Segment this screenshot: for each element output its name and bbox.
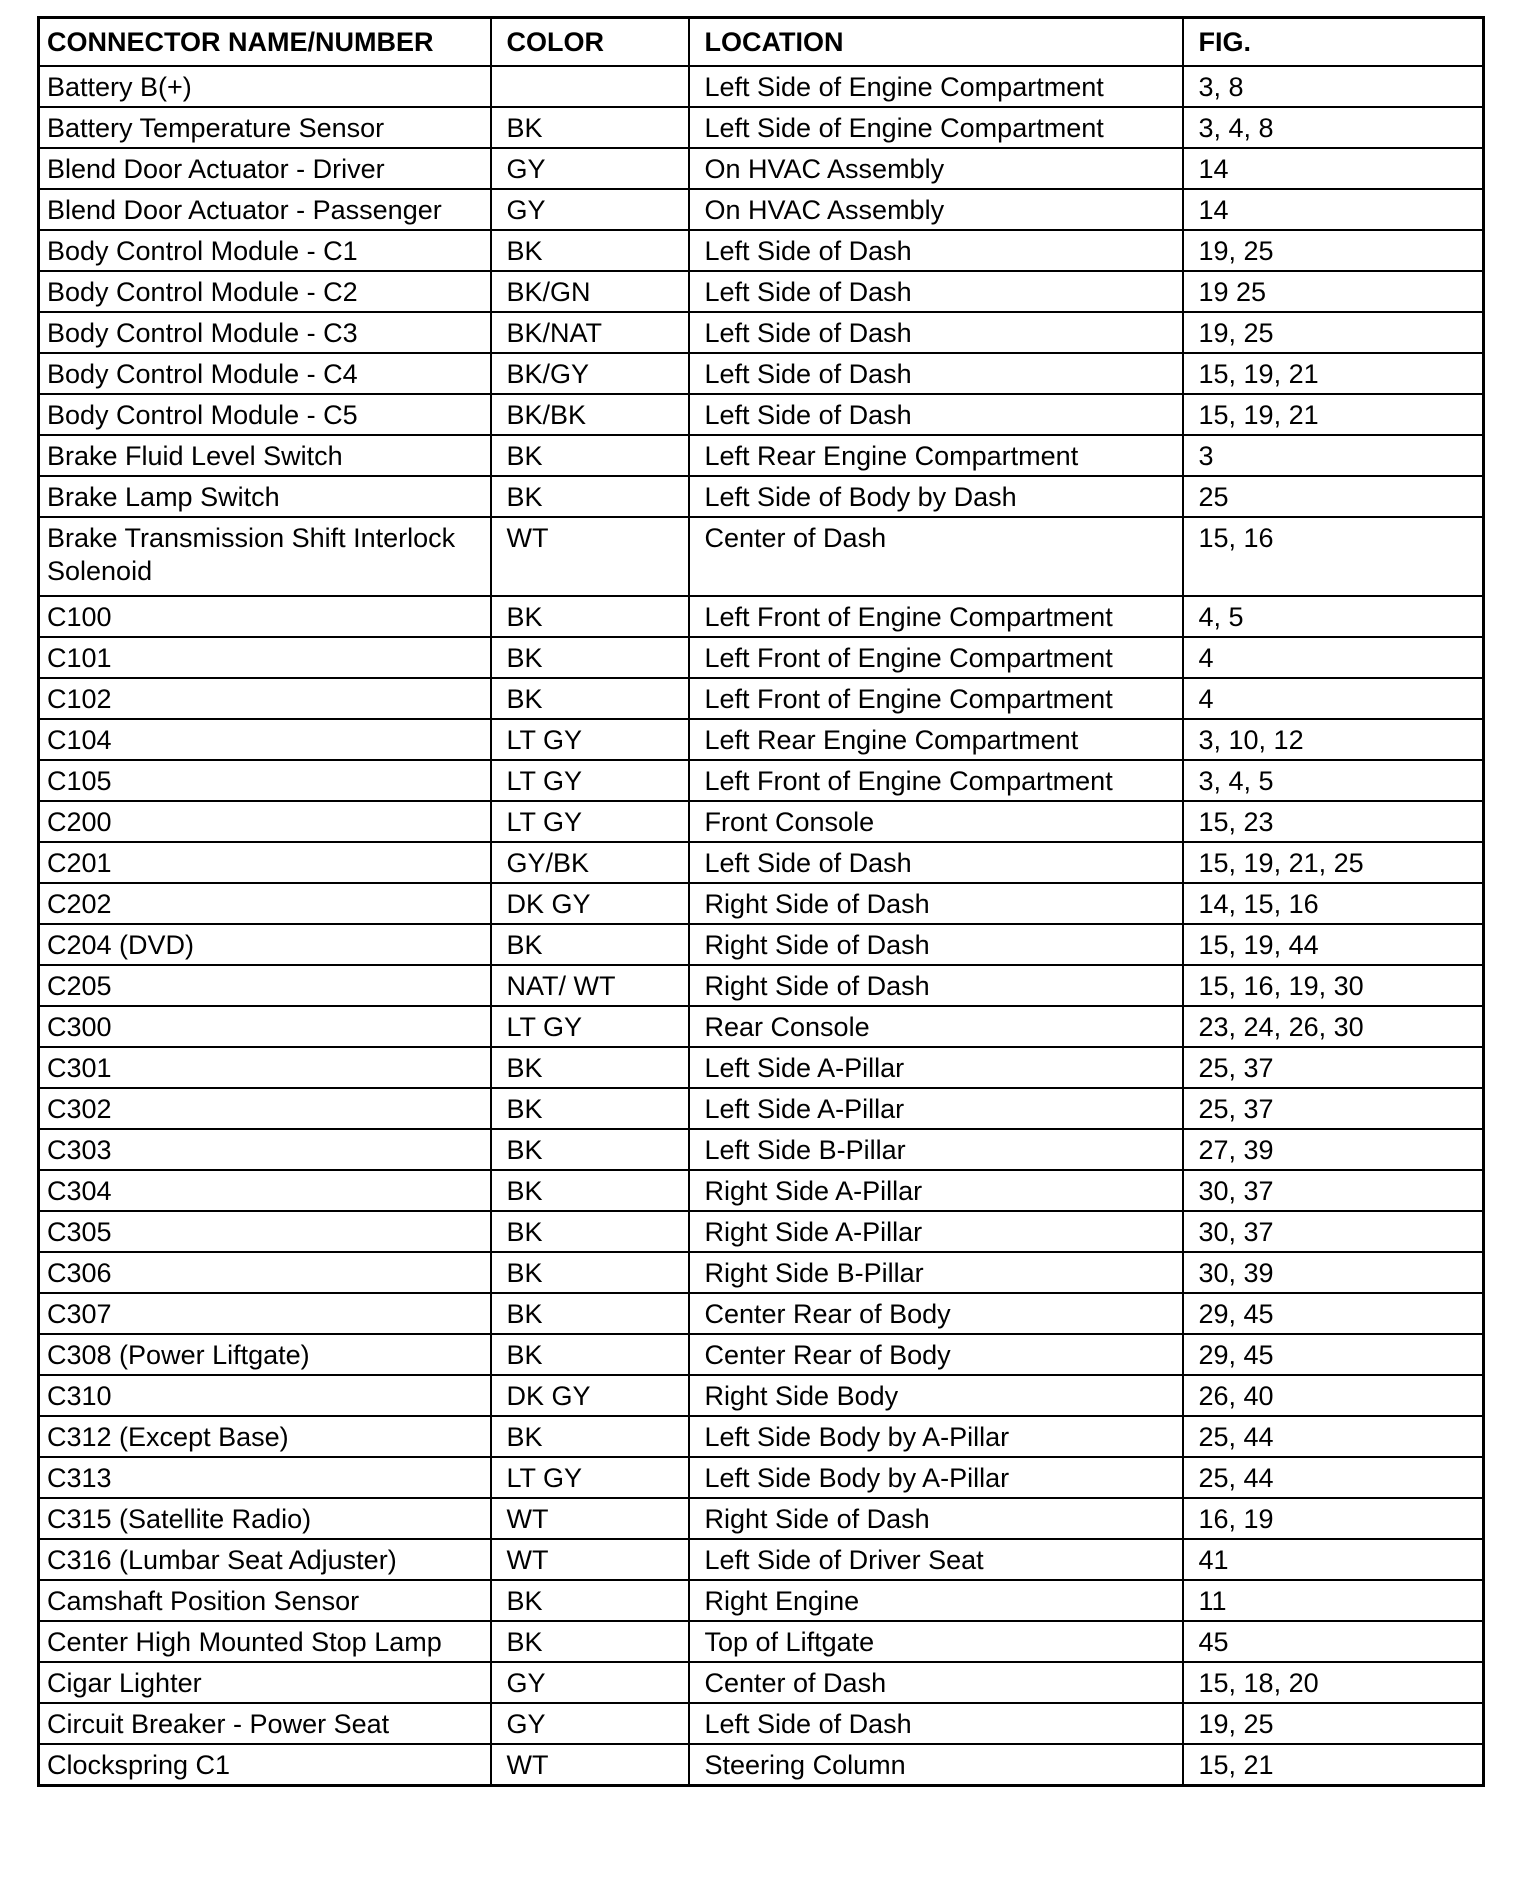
cell-fig: 25, 37: [1183, 1088, 1484, 1129]
cell-color: BK/BK: [491, 394, 689, 435]
cell-location: Right Side of Dash: [689, 965, 1183, 1006]
cell-color: WT: [491, 1498, 689, 1539]
cell-location: Left Side B-Pillar: [689, 1129, 1183, 1170]
cell-connector-name: C306: [39, 1252, 491, 1293]
cell-fig: 41: [1183, 1539, 1484, 1580]
table-row: [39, 1744, 1484, 1785]
table-row: [39, 1416, 1484, 1457]
table-row: [39, 1006, 1484, 1047]
cell-fig: 30, 37: [1183, 1211, 1484, 1252]
cell-connector-name: C105: [39, 760, 491, 801]
cell-fig: 14, 15, 16: [1183, 883, 1484, 924]
cell-location: Left Rear Engine Compartment: [689, 719, 1183, 760]
cell-connector-name: Body Control Module - C4: [39, 353, 491, 394]
cell-fig: 19, 25: [1183, 1703, 1484, 1744]
table-row: [39, 1662, 1484, 1703]
cell-location: Left Side of Dash: [689, 842, 1183, 883]
cell-connector-name: C316 (Lumbar Seat Adjuster): [39, 1539, 491, 1580]
table-header-row: [39, 18, 1484, 67]
cell-connector-name: Body Control Module - C1: [39, 230, 491, 271]
cell-connector-name: C313: [39, 1457, 491, 1498]
cell-connector-name: C201: [39, 842, 491, 883]
table-row: [39, 719, 1484, 760]
cell-connector-name: C204 (DVD): [39, 924, 491, 965]
cell-location: Left Front of Engine Compartment: [689, 760, 1183, 801]
table-row: [39, 1170, 1484, 1211]
cell-connector-name: C200: [39, 801, 491, 842]
cell-connector-name: Blend Door Actuator - Passenger: [39, 189, 491, 230]
cell-fig: 14: [1183, 148, 1484, 189]
cell-fig: 25, 37: [1183, 1047, 1484, 1088]
connector-table: [37, 16, 1485, 1787]
cell-connector-name: C304: [39, 1170, 491, 1211]
table-row: [39, 1211, 1484, 1252]
cell-color: BK: [491, 435, 689, 476]
cell-color: LT GY: [491, 1006, 689, 1047]
cell-fig: 4, 5: [1183, 596, 1484, 637]
table-row: [39, 476, 1484, 517]
cell-fig: 25: [1183, 476, 1484, 517]
cell-connector-name: Camshaft Position Sensor: [39, 1580, 491, 1621]
table-row: [39, 1252, 1484, 1293]
table-row: [39, 107, 1484, 148]
cell-fig: 14: [1183, 189, 1484, 230]
table-row: [39, 678, 1484, 719]
cell-fig: 3, 4, 5: [1183, 760, 1484, 801]
cell-fig: 15, 21: [1183, 1744, 1484, 1785]
cell-color: LT GY: [491, 760, 689, 801]
cell-connector-name: Body Control Module - C3: [39, 312, 491, 353]
cell-location: Right Engine: [689, 1580, 1183, 1621]
cell-fig: 30, 37: [1183, 1170, 1484, 1211]
table-row: [39, 353, 1484, 394]
cell-fig: 29, 45: [1183, 1334, 1484, 1375]
cell-location: Right Side of Dash: [689, 1498, 1183, 1539]
cell-fig: 29, 45: [1183, 1293, 1484, 1334]
cell-connector-name: Blend Door Actuator - Driver: [39, 148, 491, 189]
cell-color: DK GY: [491, 883, 689, 924]
cell-location: Left Side of Body by Dash: [689, 476, 1183, 517]
cell-location: Front Console: [689, 801, 1183, 842]
table-row: [39, 394, 1484, 435]
cell-fig: 15, 19, 21: [1183, 353, 1484, 394]
cell-color: LT GY: [491, 801, 689, 842]
cell-location: Left Side of Driver Seat: [689, 1539, 1183, 1580]
cell-fig: 15, 23: [1183, 801, 1484, 842]
table-row: [39, 1539, 1484, 1580]
cell-color: BK/GY: [491, 353, 689, 394]
cell-fig: 11: [1183, 1580, 1484, 1621]
cell-location: Left Side A-Pillar: [689, 1088, 1183, 1129]
cell-fig: 19 25: [1183, 271, 1484, 312]
cell-connector-name: C303: [39, 1129, 491, 1170]
table-body: [39, 66, 1484, 1785]
cell-color: BK/GN: [491, 271, 689, 312]
cell-connector-name: C205: [39, 965, 491, 1006]
cell-location: Top of Liftgate: [689, 1621, 1183, 1662]
cell-connector-name: C100: [39, 596, 491, 637]
cell-color: GY: [491, 148, 689, 189]
cell-fig: 15, 16: [1183, 517, 1484, 596]
cell-color: GY: [491, 189, 689, 230]
cell-fig: 19, 25: [1183, 312, 1484, 353]
table-row: [39, 1375, 1484, 1416]
cell-location: Center of Dash: [689, 517, 1183, 596]
cell-fig: 27, 39: [1183, 1129, 1484, 1170]
cell-location: Center Rear of Body: [689, 1293, 1183, 1334]
cell-color: NAT/ WT: [491, 965, 689, 1006]
header-color: COLOR: [491, 18, 689, 67]
cell-location: Left Side of Dash: [689, 353, 1183, 394]
table-row: [39, 271, 1484, 312]
cell-fig: 4: [1183, 678, 1484, 719]
cell-color: GY/BK: [491, 842, 689, 883]
cell-color: LT GY: [491, 719, 689, 760]
cell-color: GY: [491, 1662, 689, 1703]
cell-fig: 45: [1183, 1621, 1484, 1662]
cell-location: Left Front of Engine Compartment: [689, 596, 1183, 637]
cell-location: Left Side Body by A-Pillar: [689, 1416, 1183, 1457]
table-row: [39, 66, 1484, 107]
table-row: [39, 1129, 1484, 1170]
cell-color: BK: [491, 1621, 689, 1662]
table-row: [39, 596, 1484, 637]
cell-color: BK: [491, 1252, 689, 1293]
cell-color: BK: [491, 476, 689, 517]
cell-fig: 3: [1183, 435, 1484, 476]
cell-location: Left Rear Engine Compartment: [689, 435, 1183, 476]
cell-fig: 15, 16, 19, 30: [1183, 965, 1484, 1006]
cell-color: WT: [491, 1539, 689, 1580]
cell-location: Left Side of Dash: [689, 230, 1183, 271]
cell-color: BK: [491, 596, 689, 637]
cell-color: BK: [491, 230, 689, 271]
table-row: [39, 924, 1484, 965]
table-row: [39, 1703, 1484, 1744]
cell-location: Right Side A-Pillar: [689, 1170, 1183, 1211]
cell-color: BK: [491, 107, 689, 148]
cell-color: BK: [491, 1088, 689, 1129]
table-row: [39, 148, 1484, 189]
cell-color: LT GY: [491, 1457, 689, 1498]
cell-connector-name: Center High Mounted Stop Lamp: [39, 1621, 491, 1662]
cell-location: Rear Console: [689, 1006, 1183, 1047]
cell-color: GY: [491, 1703, 689, 1744]
cell-fig: 25, 44: [1183, 1416, 1484, 1457]
cell-color: BK: [491, 1580, 689, 1621]
table-row: [39, 312, 1484, 353]
cell-location: Left Side of Engine Compartment: [689, 66, 1183, 107]
cell-location: Right Side A-Pillar: [689, 1211, 1183, 1252]
cell-color: DK GY: [491, 1375, 689, 1416]
cell-connector-name: C305: [39, 1211, 491, 1252]
cell-color: BK: [491, 1293, 689, 1334]
cell-connector-name: Brake Fluid Level Switch: [39, 435, 491, 476]
cell-fig: 19, 25: [1183, 230, 1484, 271]
cell-location: Left Front of Engine Compartment: [689, 637, 1183, 678]
cell-color: BK: [491, 1334, 689, 1375]
table-row: [39, 435, 1484, 476]
cell-color: [491, 66, 689, 107]
cell-connector-name: C310: [39, 1375, 491, 1416]
table-row: [39, 230, 1484, 271]
cell-location: Left Side of Dash: [689, 271, 1183, 312]
cell-color: BK: [491, 678, 689, 719]
table-row: [39, 1498, 1484, 1539]
table-row: [39, 801, 1484, 842]
cell-color: WT: [491, 517, 689, 596]
header-connector-name: CONNECTOR NAME/NUMBER: [39, 18, 491, 67]
cell-fig: 15, 18, 20: [1183, 1662, 1484, 1703]
cell-location: Right Side B-Pillar: [689, 1252, 1183, 1293]
cell-location: Right Side of Dash: [689, 924, 1183, 965]
cell-connector-name: C202: [39, 883, 491, 924]
cell-location: On HVAC Assembly: [689, 189, 1183, 230]
table-row: [39, 1293, 1484, 1334]
cell-connector-name: C300: [39, 1006, 491, 1047]
cell-color: WT: [491, 1744, 689, 1785]
cell-connector-name: C301: [39, 1047, 491, 1088]
cell-fig: 16, 19: [1183, 1498, 1484, 1539]
cell-connector-name: C308 (Power Liftgate): [39, 1334, 491, 1375]
cell-fig: 3, 4, 8: [1183, 107, 1484, 148]
cell-fig: 3, 10, 12: [1183, 719, 1484, 760]
table-row: [39, 637, 1484, 678]
cell-fig: 30, 39: [1183, 1252, 1484, 1293]
cell-fig: 15, 19, 21, 25: [1183, 842, 1484, 883]
cell-connector-name: C101: [39, 637, 491, 678]
cell-location: On HVAC Assembly: [689, 148, 1183, 189]
table-row: [39, 1047, 1484, 1088]
cell-fig: 15, 19, 44: [1183, 924, 1484, 965]
cell-fig: 25, 44: [1183, 1457, 1484, 1498]
cell-color: BK: [491, 1047, 689, 1088]
cell-fig: 4: [1183, 637, 1484, 678]
cell-location: Center of Dash: [689, 1662, 1183, 1703]
cell-location: Left Front of Engine Compartment: [689, 678, 1183, 719]
table-row: [39, 965, 1484, 1006]
cell-location: Left Side of Engine Compartment: [689, 107, 1183, 148]
cell-connector-name: C102: [39, 678, 491, 719]
table-row: [39, 1088, 1484, 1129]
cell-fig: 3, 8: [1183, 66, 1484, 107]
cell-location: Center Rear of Body: [689, 1334, 1183, 1375]
cell-location: Left Side of Dash: [689, 394, 1183, 435]
cell-color: BK: [491, 1129, 689, 1170]
cell-connector-name: Body Control Module - C5: [39, 394, 491, 435]
header-fig: FIG.: [1183, 18, 1484, 67]
cell-connector-name: C312 (Except Base): [39, 1416, 491, 1457]
cell-fig: 26, 40: [1183, 1375, 1484, 1416]
table-row: [39, 1457, 1484, 1498]
cell-connector-name: Brake Transmission Shift Interlock Solenoid: [39, 517, 491, 596]
table-row: [39, 189, 1484, 230]
cell-color: BK: [491, 924, 689, 965]
table-row: [39, 760, 1484, 801]
cell-connector-name: Cigar Lighter: [39, 1662, 491, 1703]
cell-color: BK: [491, 637, 689, 678]
cell-location: Right Side of Dash: [689, 883, 1183, 924]
cell-color: BK: [491, 1211, 689, 1252]
cell-color: BK/NAT: [491, 312, 689, 353]
cell-fig: 23, 24, 26, 30: [1183, 1006, 1484, 1047]
cell-location: Left Side of Dash: [689, 312, 1183, 353]
cell-connector-name: Battery B(+): [39, 66, 491, 107]
table-row: [39, 517, 1484, 596]
table-row: [39, 1621, 1484, 1662]
cell-location: Right Side Body: [689, 1375, 1183, 1416]
table-row: [39, 883, 1484, 924]
cell-connector-name: C104: [39, 719, 491, 760]
cell-connector-name: C302: [39, 1088, 491, 1129]
cell-connector-name: C307: [39, 1293, 491, 1334]
cell-fig: 15, 19, 21: [1183, 394, 1484, 435]
cell-color: BK: [491, 1170, 689, 1211]
cell-connector-name: Brake Lamp Switch: [39, 476, 491, 517]
cell-connector-name: Circuit Breaker - Power Seat: [39, 1703, 491, 1744]
cell-connector-name: C315 (Satellite Radio): [39, 1498, 491, 1539]
cell-connector-name: Body Control Module - C2: [39, 271, 491, 312]
cell-connector-name: Clockspring C1: [39, 1744, 491, 1785]
cell-location: Left Side A-Pillar: [689, 1047, 1183, 1088]
cell-location: Left Side of Dash: [689, 1703, 1183, 1744]
header-location: LOCATION: [689, 18, 1183, 67]
cell-location: Steering Column: [689, 1744, 1183, 1785]
table-row: [39, 1580, 1484, 1621]
table-row: [39, 1334, 1484, 1375]
cell-color: BK: [491, 1416, 689, 1457]
cell-connector-name: Battery Temperature Sensor: [39, 107, 491, 148]
table-row: [39, 842, 1484, 883]
cell-location: Left Side Body by A-Pillar: [689, 1457, 1183, 1498]
